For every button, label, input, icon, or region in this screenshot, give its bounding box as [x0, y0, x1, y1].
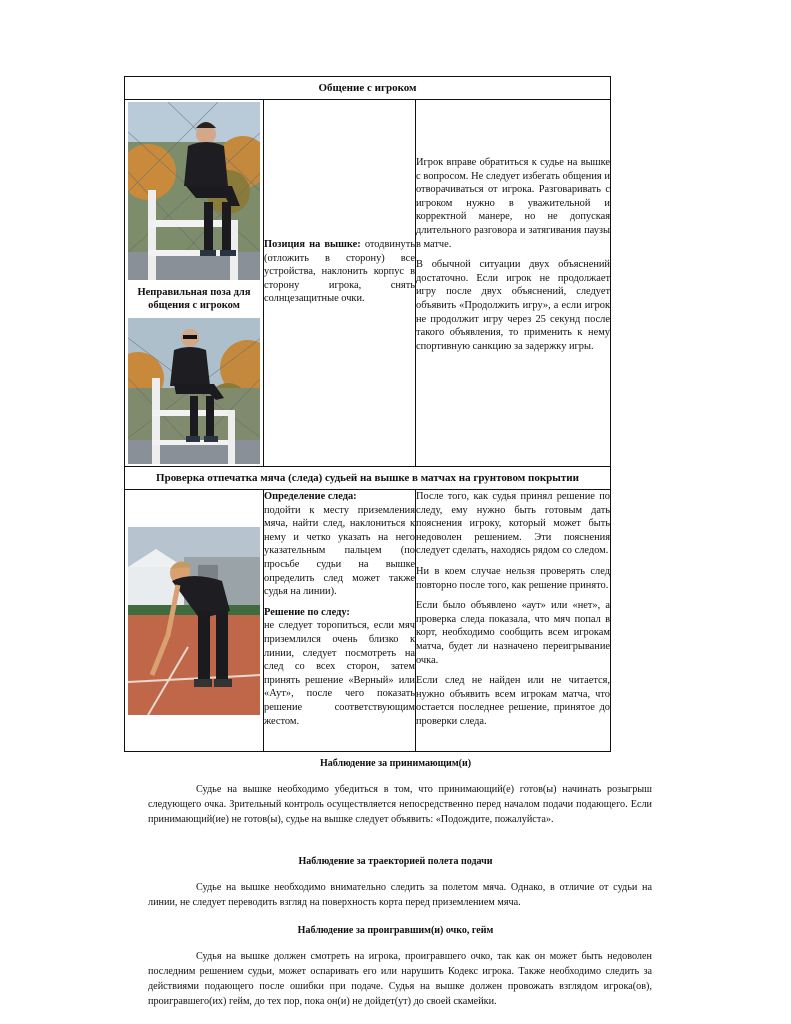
- section-text-serve-trajectory: [148, 880, 652, 910]
- section-text-receiver: [148, 782, 652, 827]
- mark-paragraph-2: Ни в коем случае нельзя проверять след повторно после того, как решение принято.: [416, 565, 610, 591]
- mark-decision-title: Решение по следу:: [264, 606, 350, 618]
- mark-paragraph-1: После того, как судья принял решение по следу, ему нужно быть готовым дать пояснения игроку, который может быть недоволен решением. Эти пояснения следует сделать, находясь рядом со следом.: [416, 491, 610, 557]
- photo-cell-referee-chair: [125, 100, 264, 467]
- table-header-communication: Общение с игроком: [125, 77, 611, 100]
- position-title: Позиция на вышке:: [264, 239, 361, 250]
- section-text-serve-trajectory-content: Судье на вышке необходимо внимательно следить за полетом мяча. Однако, в отличие от судьи на линии, не следует переводить взгляд на поверхность корта перед приземлением мяча.: [148, 882, 652, 908]
- mark-paragraph-4: Если след не найден или не читается, нужно объявить всем игрокам матча, что остается последнее решение, принятое до проверки следа.: [416, 675, 610, 727]
- mark-paragraph-3: Если было объявлено «аут» или «нет», а проверка следа показала, что мяч попал в корт, необходимо сообщить всем игрокам матча, будет ли назначено переигрывание очка.: [416, 600, 610, 666]
- photo-cell-mark-check: [125, 490, 264, 752]
- communication-paragraph-2: В обычной ситуации двух объяснений достаточно. Если игрок не продолжает игру после двух объяснений, следует объявить «Продолжить игру», а если игрок не продолжит игру через 25 секунд после такого объявления, то применить к нему спортивную санкцию за задержку игры.: [416, 259, 610, 352]
- position-on-chair-cell: [264, 100, 416, 467]
- section-title-serve-trajectory: Наблюдение за траекторией полета подачи: [298, 856, 493, 867]
- position-text: отодвинуть (отложить в сторону) все устройства, наклонить корпус в сторону игрока, снять солнцезащитные очки.: [264, 239, 415, 305]
- caption-wrong-pose: Неправильная поза для общения с игроком: [137, 287, 251, 311]
- rules-table: [124, 76, 611, 752]
- photo-referee-pointing-mark: [128, 527, 260, 715]
- table-header-mark-check: Проверка отпечатка мяча (следа) судьей на вышке в матчах на грунтовом покрытии: [125, 467, 611, 490]
- section-text-losing-player-content: Судья на вышке должен смотреть на игрока, проигравшего очко, так как он может быть недоволен последним решением судьи, может оспаривать его или нарушить Кодекс игрока. Также необходимо следить за действиями подающего после ошибки при подаче. Судья на вышке должен провожать взглядом игрока(ов), проигравшего(их) гейм, до тех пор, пока он(и) не дойдет(ут) до своей скамейки.: [148, 951, 652, 1007]
- photo-referee-correct-pose: [128, 102, 260, 280]
- section-title-losing-player: Наблюдение за проигравшим(и) очко, гейм: [297, 925, 494, 936]
- section-text-losing-player: [148, 949, 652, 1009]
- mark-decision-text: не следует торопиться, если мяч приземлился очень близко к линии, следует посмотреть на след со всех сторон, затем принять решение «Верный» или «Аут», после чего показать решение соответствующим жестом.: [264, 620, 415, 727]
- section-text-receiver-content: Судье на вышке необходимо убедиться в том, что принимающий(е) готов(ы) начинать розыгрыш следующего очка. Зрительный контроль осуществляется непосредственно перед началом подачи подающего. Если принимающий(ие) не готов(ы), судье на вышке следует объявить: «Подождите, пожалуйста».: [148, 784, 652, 825]
- communication-paragraph-1: Игрок вправе обратиться к судье на вышке с вопросом. Не следует избегать общения и отворачиваться от игрока. Разговаривать с игроком нужно в уважительной и корректной манере, но не допуская длительного разговора и затягивания паузы в матче.: [416, 157, 610, 250]
- mark-definition-text: подойти к месту приземления мяча, найти след, наклониться к нему и четко указать на него указательным пальцем (по просьбе судьи на вышке определить след может также судья на линии).: [264, 504, 415, 598]
- photo-referee-wrong-pose: [128, 318, 260, 464]
- mark-explanation-cell: [416, 490, 611, 752]
- section-title-receiver: Наблюдение за принимающим(и): [319, 758, 472, 769]
- mark-definition-title: Определение следа:: [264, 491, 357, 502]
- mark-procedure-cell: [264, 490, 416, 752]
- communication-right-cell: [416, 100, 611, 467]
